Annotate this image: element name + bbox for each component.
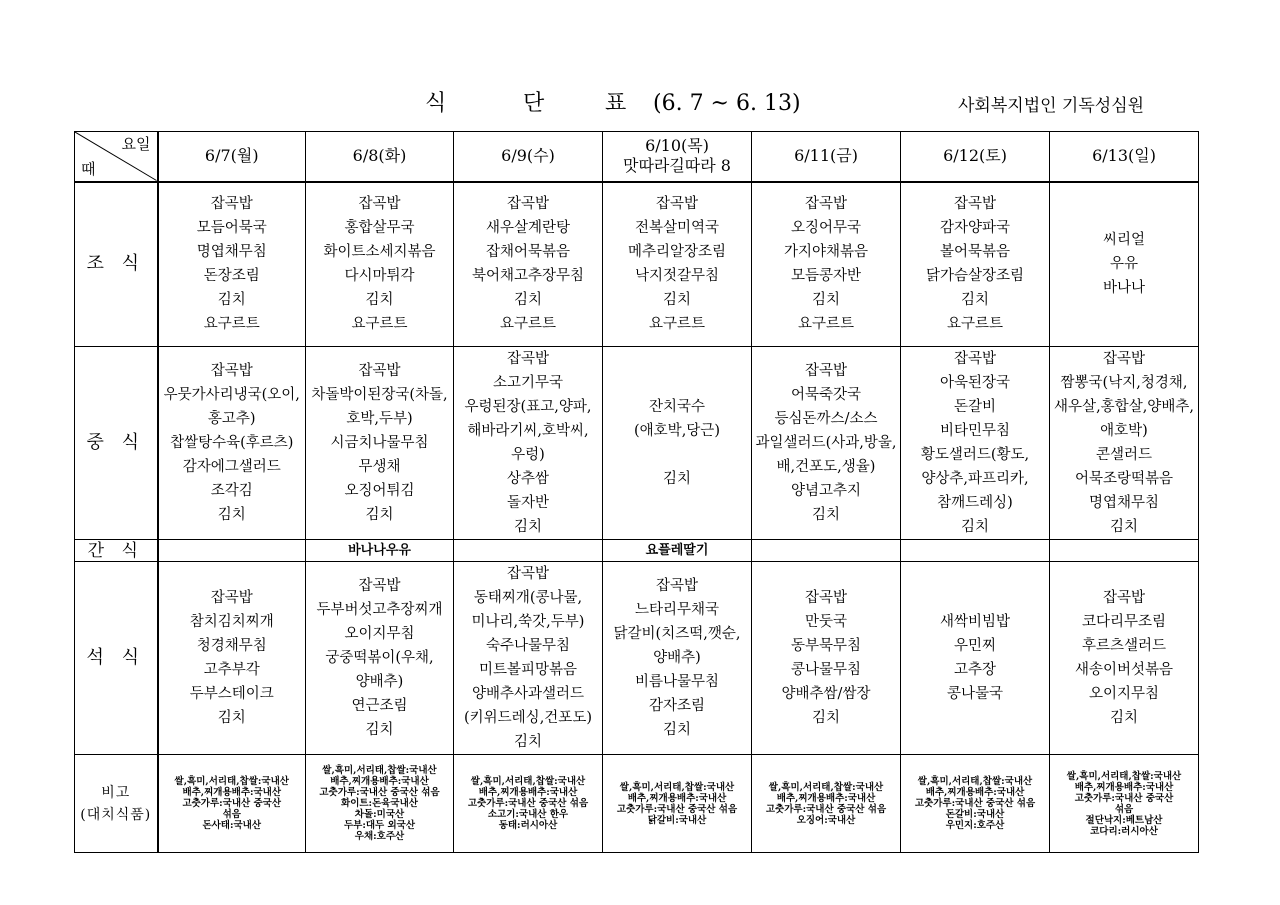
menu-item: 김치 [513,734,542,750]
origin-note: 쌀,흑미,서리태,찹쌀:국내산 [1066,770,1182,782]
menu-item: 과일샐러드(사과,방울,배,건포도,생율) [755,435,897,475]
day-header [158,132,306,182]
menu-item: 고추장 [953,662,997,678]
menu-item: 김치 [365,292,394,309]
lunch-cell [454,347,603,540]
breakfast-row [75,182,1199,347]
breakfast-cell [306,182,454,347]
day-header [454,132,603,182]
menu-item: 김치 [365,507,394,523]
menu-item: 김치 [217,507,246,523]
dinner-cell [454,562,603,755]
header-row [75,132,1199,182]
menu-item: 잡곡밥 [953,196,997,213]
menu-item: 잡곡밥 [210,196,253,213]
origin-note: 쌀,흑미,서리태,찹쌀:국내산 [768,781,884,793]
menu-item: 청경채무침 [196,638,267,654]
breakfast-cell [603,182,752,347]
menu-item: 양배추사과샐러드(키위드레싱,건포도) [464,686,592,726]
breakfast-cell [1050,182,1199,347]
menu-item: 어묵조랑떡볶음 [1074,471,1174,487]
menu-item: 바나나 [1102,280,1146,297]
menu-item: 김치 [217,710,246,726]
menu-item: 닭갈비(치즈떡,깻순,양배추) [613,626,741,666]
menu-item: 김치 [960,519,989,535]
breakfast-cell [901,182,1050,347]
menu-item: 김치 [811,292,840,309]
row-label-snack: 간 식 [75,540,158,562]
menu-item: 우민찌 [953,638,997,654]
day-date: 6/9(수) [501,146,555,166]
menu-item: 잡곡밥 [953,351,997,367]
lunch-cell [158,347,306,540]
origin-note: 화이트:돈육국내산 [341,798,418,809]
menu-item: 어묵죽갓국 [790,387,862,403]
menu-item: 잡곡밥 [804,590,848,606]
menu-item: 김치 [1109,519,1138,535]
origin-note: 배추,찌개용배추:국내산 [776,792,876,804]
origin-note: 우민지:호주산 [945,820,1005,831]
menu-item: 느타리무채국 [634,602,720,618]
day-date: 6/7(월) [204,146,259,166]
origin-note: 배추,찌개용배추:국내산 [1074,781,1174,793]
origin-note: 돈갈비:국내산 [945,809,1005,820]
menu-item: 우뭇가사리냉국(오이,홍고추) [163,387,300,427]
notes-label-line: (대치식품) [80,806,152,823]
menu-item: 명엽채무침 [1088,495,1160,511]
menu-item: 요구르트 [351,316,408,333]
origin-note: 돈사태:국내산 [202,820,262,831]
menu-item: 미트볼피망볶음 [478,662,578,678]
menu-item: 요구르트 [797,316,855,333]
origin-note: 고춧가루:국내산 중국산 섞음 [319,787,440,798]
menu-item: 잡곡밥 [506,196,550,213]
menu-item: 상추쌈 [506,471,550,487]
lunch-cell [901,347,1050,540]
dinner-cell [901,562,1050,755]
breakfast-cell [752,182,901,347]
menu-item: 김치 [662,471,691,487]
menu-item: 새우살계란탕 [485,220,571,237]
row-label-lunch: 중 식 [75,347,158,540]
menu-item: 북어채고추장무침 [471,268,585,285]
menu-item: 김치 [217,292,246,309]
menu-item: 양배추쌈/쌈장 [781,686,871,702]
menu-item: 돈갈비 [953,399,997,415]
menu-item: 비타민무침 [939,423,1011,439]
menu-item: 참치김치찌개 [189,614,274,630]
title-period: (6. 7 ~ 6. 13) [653,91,801,116]
lunch-cell [752,347,901,540]
origin-note: 동태:러시아산 [498,820,558,831]
day-date: 6/8(화) [352,146,407,166]
menu-item: 시금치나물무침 [330,435,429,451]
menu-item: 차돌박이된장국(차돌,호박,두부) [311,387,448,427]
menu-item: 동태찌개(콩나물,미나리,쑥갓,두부) [471,590,585,630]
menu-item: 새송이버섯볶음 [1074,662,1174,678]
menu-item: 닭가슴살장조림 [925,268,1025,285]
menu-item: 조각김 [210,483,253,499]
lunch-cell [1050,347,1199,540]
menu-item: 잡채어묵볶음 [485,244,571,261]
menu-item: 궁중떡볶이(우채,양배추) [325,650,434,690]
menu-item: 낙지젓갈무침 [634,268,720,285]
menu-item: 잡곡밥 [358,363,401,379]
origin-note: 절단낙지:베트남산 [1085,814,1163,826]
menu-item: 잡곡밥 [655,578,699,594]
origin-note: 고춧가루:국내산 중국산 섞음 [914,798,1036,809]
menu-item: 김치 [960,292,989,309]
day-theme-note: 맛따라길따라 8 [622,156,731,176]
menu-item: 두부버섯고추장찌개 [316,602,443,618]
weekly-menu-table [74,131,1199,853]
menu-item: 잡곡밥 [1102,351,1146,367]
menu-item: 잡곡밥 [358,578,401,594]
menu-item: 연근조림 [351,698,408,714]
notes-cell [454,755,603,853]
day-date: 6/10(목) [645,136,709,156]
menu-item: 동부묵무침 [790,638,862,654]
menu-item: 잔치국수 [648,399,706,415]
snack-item: 바나나우유 [348,542,411,558]
origin-note: 섞음 [222,809,241,820]
menu-item: 요구르트 [648,316,706,333]
origin-note: 쌀,흑미,서리태,찹쌀:국내산 [174,776,289,787]
origin-note: 고춧가루:국내산 중국산 섞음 [765,803,887,815]
menu-item: 찹쌀탕수육(후르츠) [170,435,294,451]
corner-day-label: 요일 [121,135,151,153]
row-label-dinner: 석 식 [75,562,158,755]
notes-cell [158,755,306,853]
origin-note: 고춧가루:국내산 중국산 [1074,792,1174,804]
origin-note: 우채:호주산 [354,831,405,842]
menu-item: 짬뽕국(낙지,청경채,새우살,홍합살,양배추,애호박) [1054,375,1194,439]
menu-item: 후르츠샐러드 [1081,638,1167,654]
notes-cell [1050,755,1199,853]
menu-item: (애호박,당근) [634,423,720,439]
menu-item: 잡곡밥 [506,351,550,367]
origin-note: 고춧가루:국내산 중국산 [182,798,282,809]
notes-cell [306,755,454,853]
menu-item: 홍합살무국 [344,220,415,237]
menu-item: 감자양파국 [939,220,1011,237]
dinner-cell [158,562,306,755]
day-header [306,132,454,182]
menu-item: 모듬어묵국 [196,220,267,237]
menu-item: 황도샐러드(황도,양상추,파프리카,참깨드레싱) [920,447,1030,511]
menu-item: 김치 [662,722,691,738]
origin-note: 오징어:국내산 [796,814,856,826]
menu-item: 감자에그샐러드 [182,459,281,475]
lunch-cell [306,347,454,540]
menu-item: 요구르트 [946,316,1004,333]
breakfast-cell [158,182,306,347]
menu-item: 오이지무침 [344,626,415,642]
origin-note: 쌀,흑미,서리태,찹쌀:국내산 [322,765,437,776]
menu-item: 김치 [811,710,840,726]
menu-item: 콘샐러드 [1095,447,1153,463]
menu-item: 두부스테이크 [189,686,274,702]
menu-item: 씨리얼 [1102,232,1146,249]
menu-item: 고추부각 [203,662,260,678]
origin-note: 닭갈비:국내산 [647,814,707,826]
menu-item: 김치 [1109,710,1138,726]
row-label-notes [75,755,158,853]
menu-item: 가지야채볶음 [783,244,869,261]
snack-row [75,540,1199,562]
menu-item: 메추리알장조림 [627,244,727,261]
menu-item: 오징어튀김 [344,483,415,499]
menu-item: 잡곡밥 [804,363,848,379]
menu-item: 요구르트 [203,316,260,333]
origin-note: 차돌:미국산 [354,809,405,820]
origin-note: 소고기:국내산 한우 [487,809,569,820]
origin-note: 배추,찌개용배추:국내산 [478,787,578,798]
day-date: 6/12(토) [943,146,1007,166]
menu-item: 잡곡밥 [655,196,699,213]
origin-note: 배추,찌개용배추:국내산 [182,787,282,798]
title-char-pyo: 표 [605,91,627,116]
menu-item: 전복살미역국 [634,220,720,237]
day-date: 6/11(금) [794,146,858,166]
day-header [752,132,901,182]
menu-item: 잡곡밥 [358,196,401,213]
origin-note: 배추,찌개용배추:국내산 [925,787,1025,798]
menu-item: 모듬콩자반 [790,268,862,285]
corner-cell [75,132,158,182]
dinner-cell [603,562,752,755]
organization-name: 사회복지법인 기독성심원 [958,96,1145,116]
menu-item: 비름나물무침 [634,674,720,690]
origin-note: 두부:대두 외국산 [343,820,416,831]
menu-item: 잡곡밥 [1102,590,1146,606]
lunch-cell [603,347,752,540]
menu-item: 오이지무침 [1088,686,1160,702]
dinner-cell [1050,562,1199,755]
origin-note: 코다리:러시아산 [1090,825,1158,837]
breakfast-cell [454,182,603,347]
menu-item: 무생채 [358,459,401,475]
snack-cell [454,540,603,562]
notes-cell [901,755,1050,853]
title-char-dan: 단 [523,91,545,116]
menu-item: 오징어무국 [790,220,862,237]
notes-label-line: 비고 [101,784,131,801]
menu-item: 김치 [513,292,542,309]
menu-item: 요구르트 [499,316,557,333]
menu-item: 우유 [1109,256,1138,273]
menu-item: 아욱된장국 [939,375,1011,391]
snack-cell [1050,540,1199,562]
row-label-breakfast: 조 식 [75,182,158,347]
origin-note: 쌀,흑미,서리태,찹쌀:국내산 [917,776,1033,787]
menu-item: 소고기무국 [492,375,564,391]
day-header [603,132,752,182]
origin-note: 쌀,흑미,서리태,찹쌀:국내산 [619,781,735,793]
title-char-sik: 식 [425,91,447,116]
origin-note: 배추,찌개용배추:국내산 [627,792,727,804]
origin-note: 고춧가루:국내산 중국산 섞음 [467,798,589,809]
menu-item: 다시마튀각 [344,268,415,285]
menu-item: 우렁된장(표고,양파,해바라기씨,호박씨,우렁) [464,399,592,463]
notes-row [75,755,1199,853]
menu-item: 김치 [513,519,542,535]
dinner-cell [306,562,454,755]
snack-item: 요플레딸기 [645,542,709,558]
menu-item: 등심돈까스/소스 [774,411,878,427]
menu-item: 잡곡밥 [210,590,253,606]
snack-cell [901,540,1050,562]
menu-item: 잡곡밥 [506,566,550,582]
origin-note: 배추,찌개용배추:국내산 [330,776,429,787]
snack-cell [306,540,454,562]
snack-cell [603,540,752,562]
menu-item [605,443,749,467]
menu-item: 새싹비빔밥 [939,614,1011,630]
dinner-row [75,562,1199,755]
menu-item: 김치 [365,722,394,738]
menu-item: 김치 [811,507,840,523]
lunch-row [75,347,1199,540]
menu-item: 명엽채무침 [196,244,267,261]
menu-item: 양념고추지 [790,483,862,499]
menu-item: 잡곡밥 [210,363,253,379]
menu-item: 돌자반 [506,495,550,511]
snack-cell [158,540,306,562]
menu-item: 화이트소세지볶음 [323,244,436,261]
menu-item: 돈장조림 [203,268,260,285]
origin-note: 쌀,흑미,서리태,찹쌀:국내산 [470,776,586,787]
menu-item: 감자조림 [648,698,706,714]
menu-item: 만둣국 [804,614,848,630]
menu-item: 콩나물무침 [790,662,862,678]
dinner-cell [752,562,901,755]
day-header [1050,132,1199,182]
menu-item: 김치 [662,292,691,309]
origin-note: 고춧가루:국내산 중국산 섞음 [616,803,738,815]
menu-item: 잡곡밥 [804,196,848,213]
menu-item: 볼어묵볶음 [939,244,1011,261]
page-title [425,86,801,117]
snack-cell [752,540,901,562]
notes-cell [752,755,901,853]
menu-item: 숙주나물무침 [485,638,571,654]
corner-meal-label: 때 [81,159,96,178]
origin-note: 섞음 [1114,803,1134,815]
day-header [901,132,1050,182]
day-date: 6/13(일) [1092,146,1156,166]
notes-cell [603,755,752,853]
menu-item: 콩나물국 [946,686,1004,702]
menu-item: 코다리무조림 [1081,614,1167,630]
